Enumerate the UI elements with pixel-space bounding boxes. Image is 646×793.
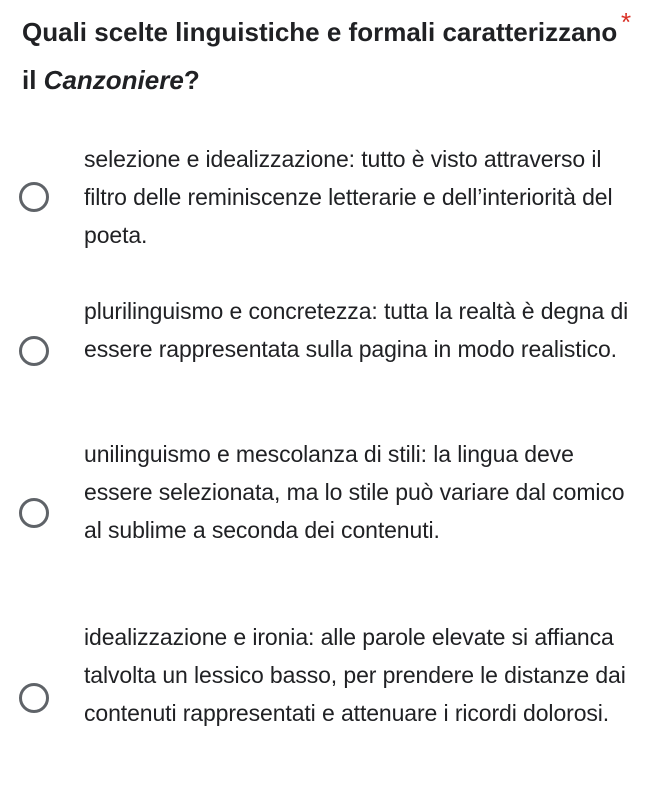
radio-option-3[interactable] xyxy=(0,435,646,595)
question-title-italic: Canzoniere xyxy=(43,65,184,95)
radio-option-4[interactable] xyxy=(0,618,646,778)
required-asterisk: * xyxy=(621,7,632,37)
radio-button-icon[interactable] xyxy=(19,498,49,528)
question-title-text: Quali scelte linguistiche e formali caratterizzano il xyxy=(22,17,618,95)
radio-option-label: selezione e idealizzazione: tutto è visto attraverso il filtro delle reminiscenze letterarie e dell’interiorità del poeta. xyxy=(84,146,613,248)
question-title xyxy=(22,8,622,104)
question-title-end: ? xyxy=(183,65,200,95)
radio-button-icon[interactable] xyxy=(19,182,49,212)
radio-option-label: idealizzazione e ironia: alle parole elevate si affianca talvolta un lessico basso, per prendere le distanze dai contenuti rappresentati e attenuare i ricordi dolorosi. xyxy=(84,624,626,726)
radio-option-1[interactable] xyxy=(0,140,646,260)
radio-option-2[interactable] xyxy=(0,292,646,412)
radio-button-icon[interactable] xyxy=(19,336,49,366)
radio-option-label: plurilinguismo e concretezza: tutta la realtà è degna di essere rappresentata sulla pagina in modo realistico. xyxy=(84,298,629,362)
radio-option-label: unilinguismo e mescolanza di stili: la lingua deve essere selezionata, ma lo stile può variare dal comico al sublime a seconda dei contenuti. xyxy=(84,441,625,543)
radio-button-icon[interactable] xyxy=(19,683,49,713)
